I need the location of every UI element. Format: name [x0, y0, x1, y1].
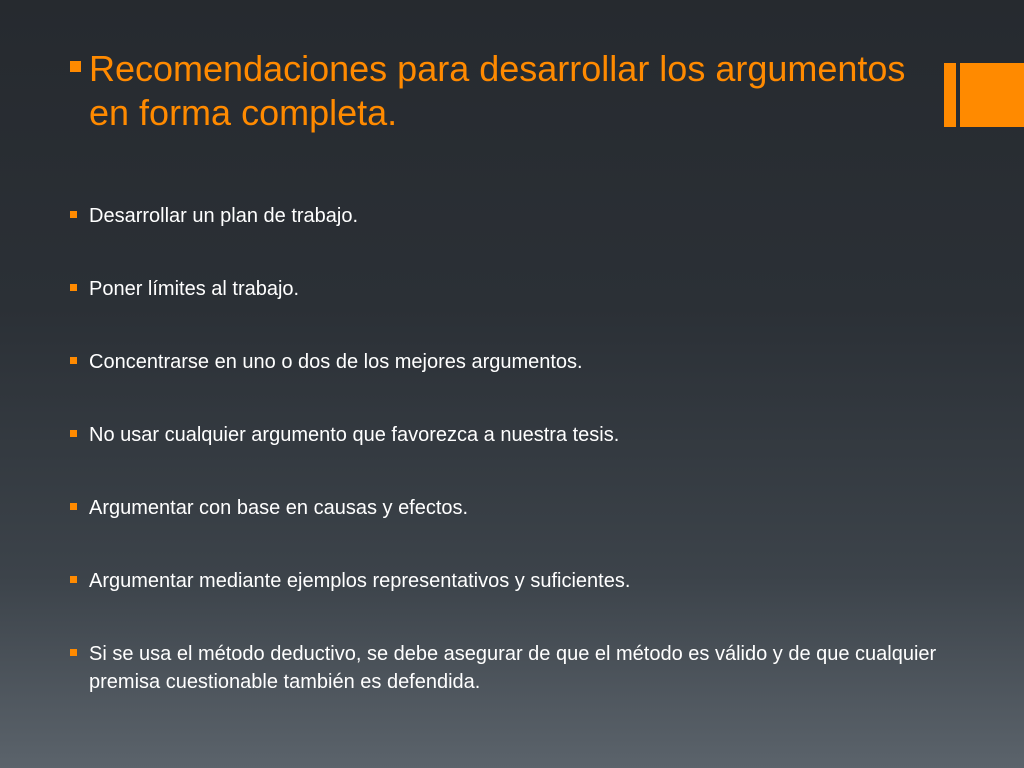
- square-bullet-icon: [70, 357, 77, 364]
- list-item-text: Desarrollar un plan de trabajo.: [89, 205, 359, 227]
- bullet-list: [70, 202, 990, 741]
- square-bullet-icon: [70, 430, 77, 437]
- title-text: Recomendaciones para desarrollar los argumentos en forma completa.: [89, 48, 906, 133]
- list-item: [70, 202, 990, 230]
- list-item-text: Si se usa el método deductivo, se debe asegurar de que el método es válido y de que cualquier premisa cuestionable también es defendida.: [89, 643, 937, 693]
- list-item: [70, 275, 990, 303]
- list-item: [70, 348, 990, 376]
- list-item-text: No usar cualquier argumento que favorezca a nuestra tesis.: [89, 424, 620, 446]
- list-item-text: Argumentar mediante ejemplos representativos y suficientes.: [89, 570, 631, 592]
- list-item: [70, 494, 990, 522]
- square-bullet-icon: [70, 503, 77, 510]
- list-item: [70, 640, 990, 696]
- square-bullet-icon: [70, 61, 81, 72]
- list-item: [70, 567, 990, 595]
- list-item: [70, 421, 990, 449]
- list-item-text: Poner límites al trabajo.: [89, 278, 300, 300]
- slide-title: [70, 47, 910, 135]
- list-item-text: Concentrarse en uno o dos de los mejores argumentos.: [89, 351, 583, 373]
- square-bullet-icon: [70, 576, 77, 583]
- accent-wide-bar: [960, 63, 1024, 127]
- accent-decoration: [944, 63, 1024, 127]
- square-bullet-icon: [70, 284, 77, 291]
- accent-thin-bar: [944, 63, 956, 127]
- list-item-text: Argumentar con base en causas y efectos.: [89, 497, 469, 519]
- square-bullet-icon: [70, 649, 77, 656]
- square-bullet-icon: [70, 211, 77, 218]
